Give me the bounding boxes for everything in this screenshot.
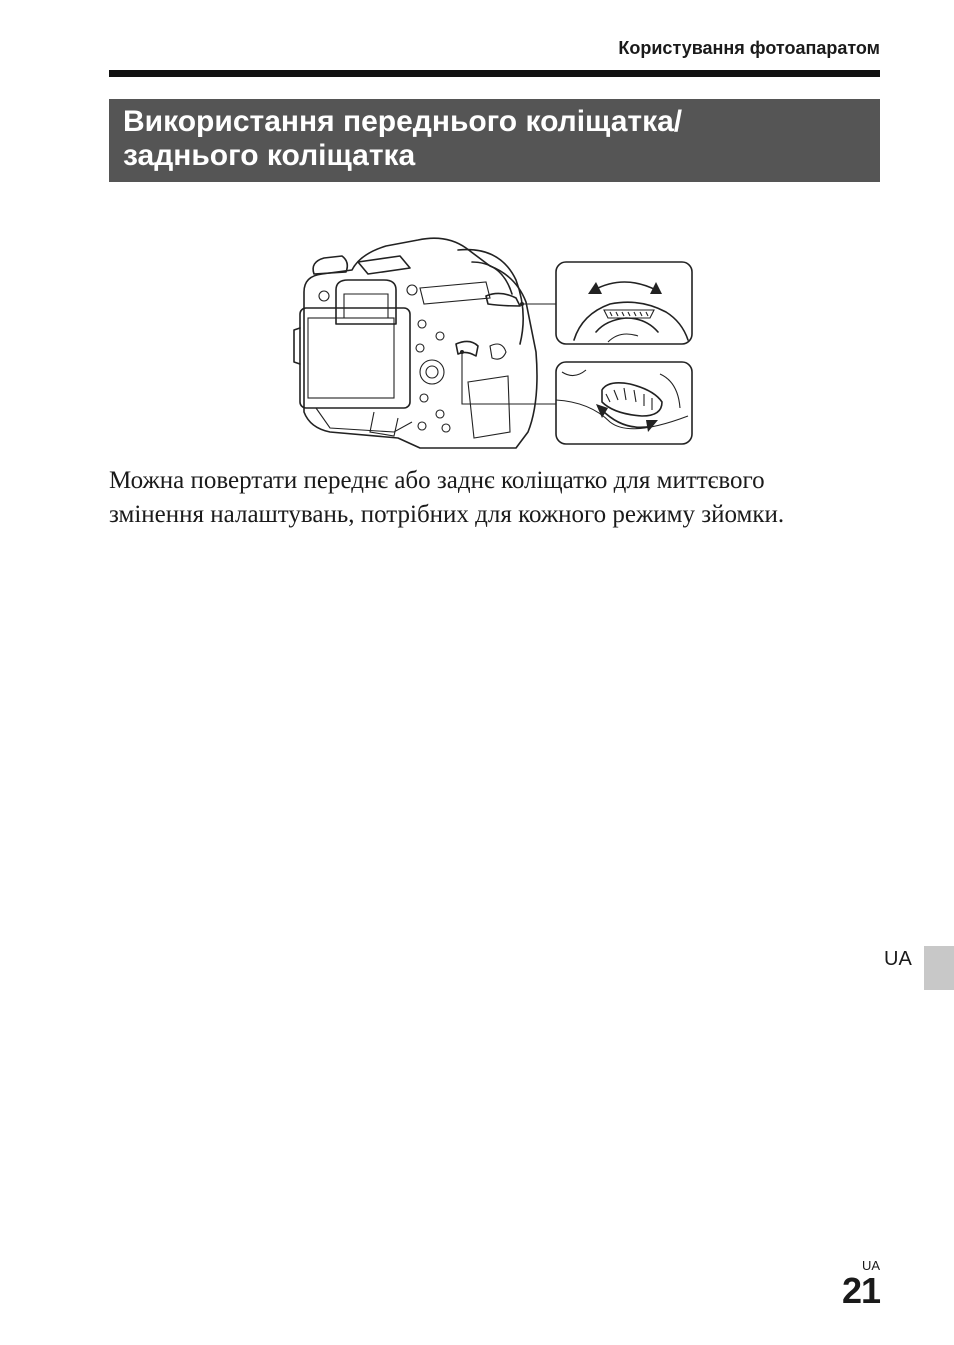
rear-dial-closeup [556, 362, 692, 444]
page-language-code: UA [861, 1258, 880, 1273]
body-paragraph [109, 464, 889, 532]
body-line-1: Можна повертати переднє або заднє коліщатко для миттєвого [109, 467, 765, 494]
language-label: UA [884, 948, 912, 970]
page-number: 21 [841, 1270, 880, 1311]
running-header: Користування фотоапаратом [618, 38, 880, 58]
section-title-line-1: Використання переднього коліщатка/ [123, 105, 683, 138]
language-thumb-tab [924, 946, 954, 990]
camera-body [294, 238, 556, 448]
body-line-2: змінення налаштувань, потрібних для кожного режиму зйомки. [109, 501, 785, 528]
camera-dials-drawing [290, 232, 700, 452]
header-rule [109, 70, 880, 77]
camera-illustration [290, 232, 700, 452]
section-title-line-2: заднього коліщатка [123, 139, 416, 172]
section-title-bar [109, 99, 880, 182]
front-dial-closeup [556, 262, 692, 344]
